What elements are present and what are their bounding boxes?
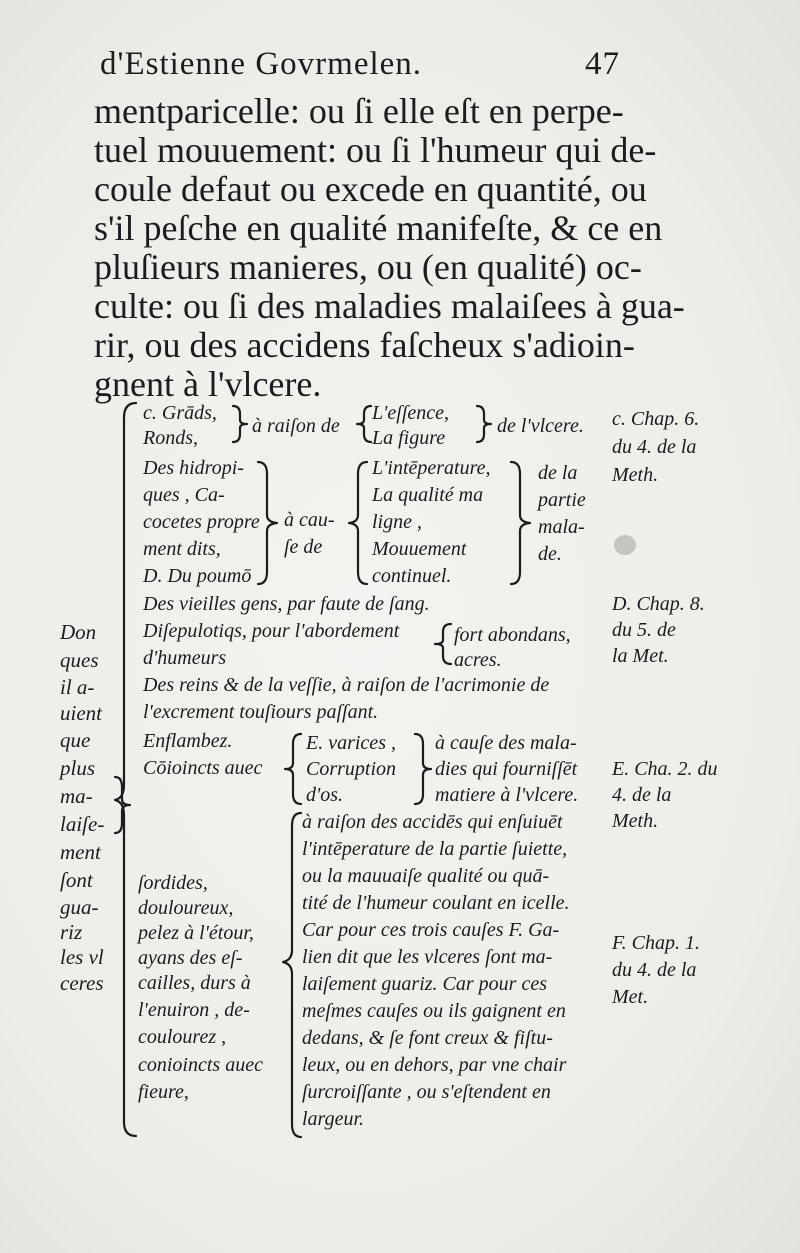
g7-text-line: ſurcroiſſante , ou s'eſtendent en — [302, 1081, 551, 1103]
g6-item: Cōioincts auec — [143, 757, 263, 779]
left-margin-line: plus — [60, 756, 96, 780]
g1-item: c. Grāds, — [143, 402, 217, 424]
g7-text-line: Car pour ces trois cauſes F. Ga- — [302, 919, 560, 941]
g2-item: ques , Ca- — [143, 484, 225, 506]
g7-item: cailles, durs à — [138, 972, 251, 994]
left-margin-line: il a- — [60, 675, 95, 699]
margin-note-c: du 4. de la — [612, 436, 697, 458]
g7-text-line: dedans, & ſe font creux & fiſtu- — [302, 1027, 553, 1049]
margin-note-f: F. Chap. 1. — [612, 932, 700, 954]
body-line: s'il peſche en qualité manifeſte, & ce en — [94, 208, 663, 248]
left-margin-line: les vl — [60, 945, 104, 969]
g2-cause: ligne , — [372, 511, 422, 533]
body-line: gnent à l'vlcere. — [94, 364, 322, 404]
left-margin-line: ma- — [60, 784, 93, 808]
body-line: rir, ou des accidens faſcheux s'adioin- — [94, 325, 635, 365]
g1-tail: de l'vlcere. — [497, 415, 584, 437]
g7-text-line: tité de l'humeur coulant en icelle. — [302, 892, 570, 914]
left-margin-line: riz — [60, 920, 83, 944]
g6-left-brace — [282, 732, 304, 806]
g3-item: Des vieilles gens, par faute de ſang. — [143, 593, 430, 615]
g2-item: cocetes propre — [143, 511, 260, 533]
g2-left-brace — [346, 460, 370, 586]
g2-cause: continuel. — [372, 565, 452, 587]
g2-item: Des hidropi- — [143, 457, 244, 479]
g2-cause: L'intēperature, — [372, 457, 491, 479]
g1-cause: L'eſſence, — [372, 402, 450, 424]
g7-item: ſordides, — [138, 872, 208, 894]
g7-brace — [280, 810, 304, 1140]
g7-text-line: leux, ou en dehors, par vne chair — [302, 1054, 567, 1076]
g6-tail: dies qui fourniſſēt — [435, 758, 578, 780]
g7-item: coulourez , — [138, 1026, 227, 1048]
g7-text-line: ou la mauuaiſe qualité ou quā- — [302, 865, 550, 887]
g4-tail: fort abondans, — [454, 624, 571, 646]
page-number: 47 — [585, 46, 620, 82]
g7-text-line: lien dit que les vlceres ſont ma- — [302, 946, 553, 968]
left-margin-brace — [112, 775, 134, 835]
margin-note-d: la Met. — [612, 645, 669, 667]
g6-tail: matiere à l'vlcere. — [435, 784, 579, 806]
g2-item: D. Du poumō — [143, 565, 252, 587]
margin-note-e: Meth. — [612, 810, 659, 832]
margin-note-d: D. Chap. 8. — [612, 593, 705, 615]
g2-mid: ſe de — [284, 536, 323, 558]
g7-item: fieure, — [138, 1081, 189, 1103]
g5-item: Des reins & de la veſſie, à raiſon de l'acrimonie de — [143, 674, 550, 696]
g7-text-line: laiſement guariz. Car pour ces — [302, 973, 547, 995]
g1-mid: à raiſon de — [252, 415, 340, 437]
body-line: culte: ou ſi des maladies malaiſees à gua- — [94, 286, 685, 326]
margin-note-c: Meth. — [612, 464, 659, 486]
g5-item: l'excrement touſiours paſſant. — [143, 701, 379, 723]
g6-cause: d'os. — [306, 784, 344, 806]
g7-item: pelez à l'étour, — [138, 922, 254, 944]
g2-tail: de la — [538, 462, 578, 484]
margin-note-f: Met. — [612, 986, 649, 1008]
g7-text-line: largeur. — [302, 1108, 365, 1130]
margin-note-d: du 5. de — [612, 619, 676, 641]
left-margin-line: uient — [60, 701, 102, 725]
g7-item: l'enuiron , de- — [138, 999, 250, 1021]
g6-item: Enflambez. — [143, 730, 233, 752]
body-line: mentparicelle: ou ſi elle eſt en perpe- — [94, 91, 624, 131]
g2-cause: Mouuement — [372, 538, 467, 560]
margin-note-e: 4. de la — [612, 784, 672, 806]
g2-tail: de. — [538, 543, 562, 565]
margin-note-f: du 4. de la — [612, 959, 697, 981]
g7-item: douloureux, — [138, 897, 234, 919]
g2-tail: mala- — [538, 516, 585, 538]
left-margin-line: ſont — [60, 868, 93, 892]
running-header — [100, 46, 620, 83]
g4-item: Diſepulotiqs, pour l'abordement — [143, 620, 400, 642]
g7-text-line: à raiſon des accidēs qui enſuiuēt — [302, 811, 563, 833]
g1-tail-brace — [474, 404, 496, 444]
left-margin-line: Don — [60, 620, 97, 644]
body-line: tuel mouuement: ou ſi l'humeur qui de- — [94, 130, 657, 170]
left-margin-line: ques — [60, 648, 99, 672]
g7-item: ayans des eſ- — [138, 947, 243, 969]
body-line: coule defaut ou excede en quantité, ou — [94, 169, 647, 209]
left-margin-line: ment — [60, 840, 101, 864]
ink-stain — [614, 535, 636, 555]
g4-item: d'humeurs — [143, 647, 227, 669]
left-margin-line: ceres — [60, 971, 104, 995]
g6-right-brace — [412, 732, 434, 806]
g2-tail-brace — [508, 460, 534, 586]
g2-item: ment dits, — [143, 538, 221, 560]
left-margin-line: laiſe- — [60, 812, 105, 836]
g2-tail: partie — [538, 489, 586, 511]
margin-note-c: c. Chap. 6. — [612, 408, 700, 430]
margin-note-e: E. Cha. 2. du — [612, 758, 718, 780]
g2-cause: La qualité ma — [372, 484, 484, 506]
g1-item: Ronds, — [143, 427, 198, 449]
g1-cause: La figure — [372, 427, 446, 449]
g4-tail: acres. — [454, 649, 502, 671]
g6-cause: Corruption — [306, 758, 397, 780]
g7-text-line: l'intēperature de la partie ſuiette, — [302, 838, 568, 860]
g2-right-brace — [255, 460, 281, 586]
g4-brace — [432, 622, 454, 666]
g1-right-brace — [230, 404, 252, 444]
g6-tail: à cauſe des mala- — [435, 732, 577, 754]
g6-cause: E. varices , — [306, 732, 396, 754]
running-title: d'Estienne Govrmelen. — [100, 46, 423, 82]
g2-mid: à cau- — [284, 509, 335, 531]
left-margin-line: que — [60, 728, 91, 752]
g7-item: conioincts auec — [138, 1054, 263, 1076]
g7-text-line: meſmes cauſes ou ils gaignent en — [302, 1000, 566, 1022]
g1-left-brace — [354, 404, 374, 444]
left-margin-line: gua- — [60, 895, 99, 919]
body-line: pluſieurs manieres, ou (en qualité) oc- — [94, 247, 642, 287]
